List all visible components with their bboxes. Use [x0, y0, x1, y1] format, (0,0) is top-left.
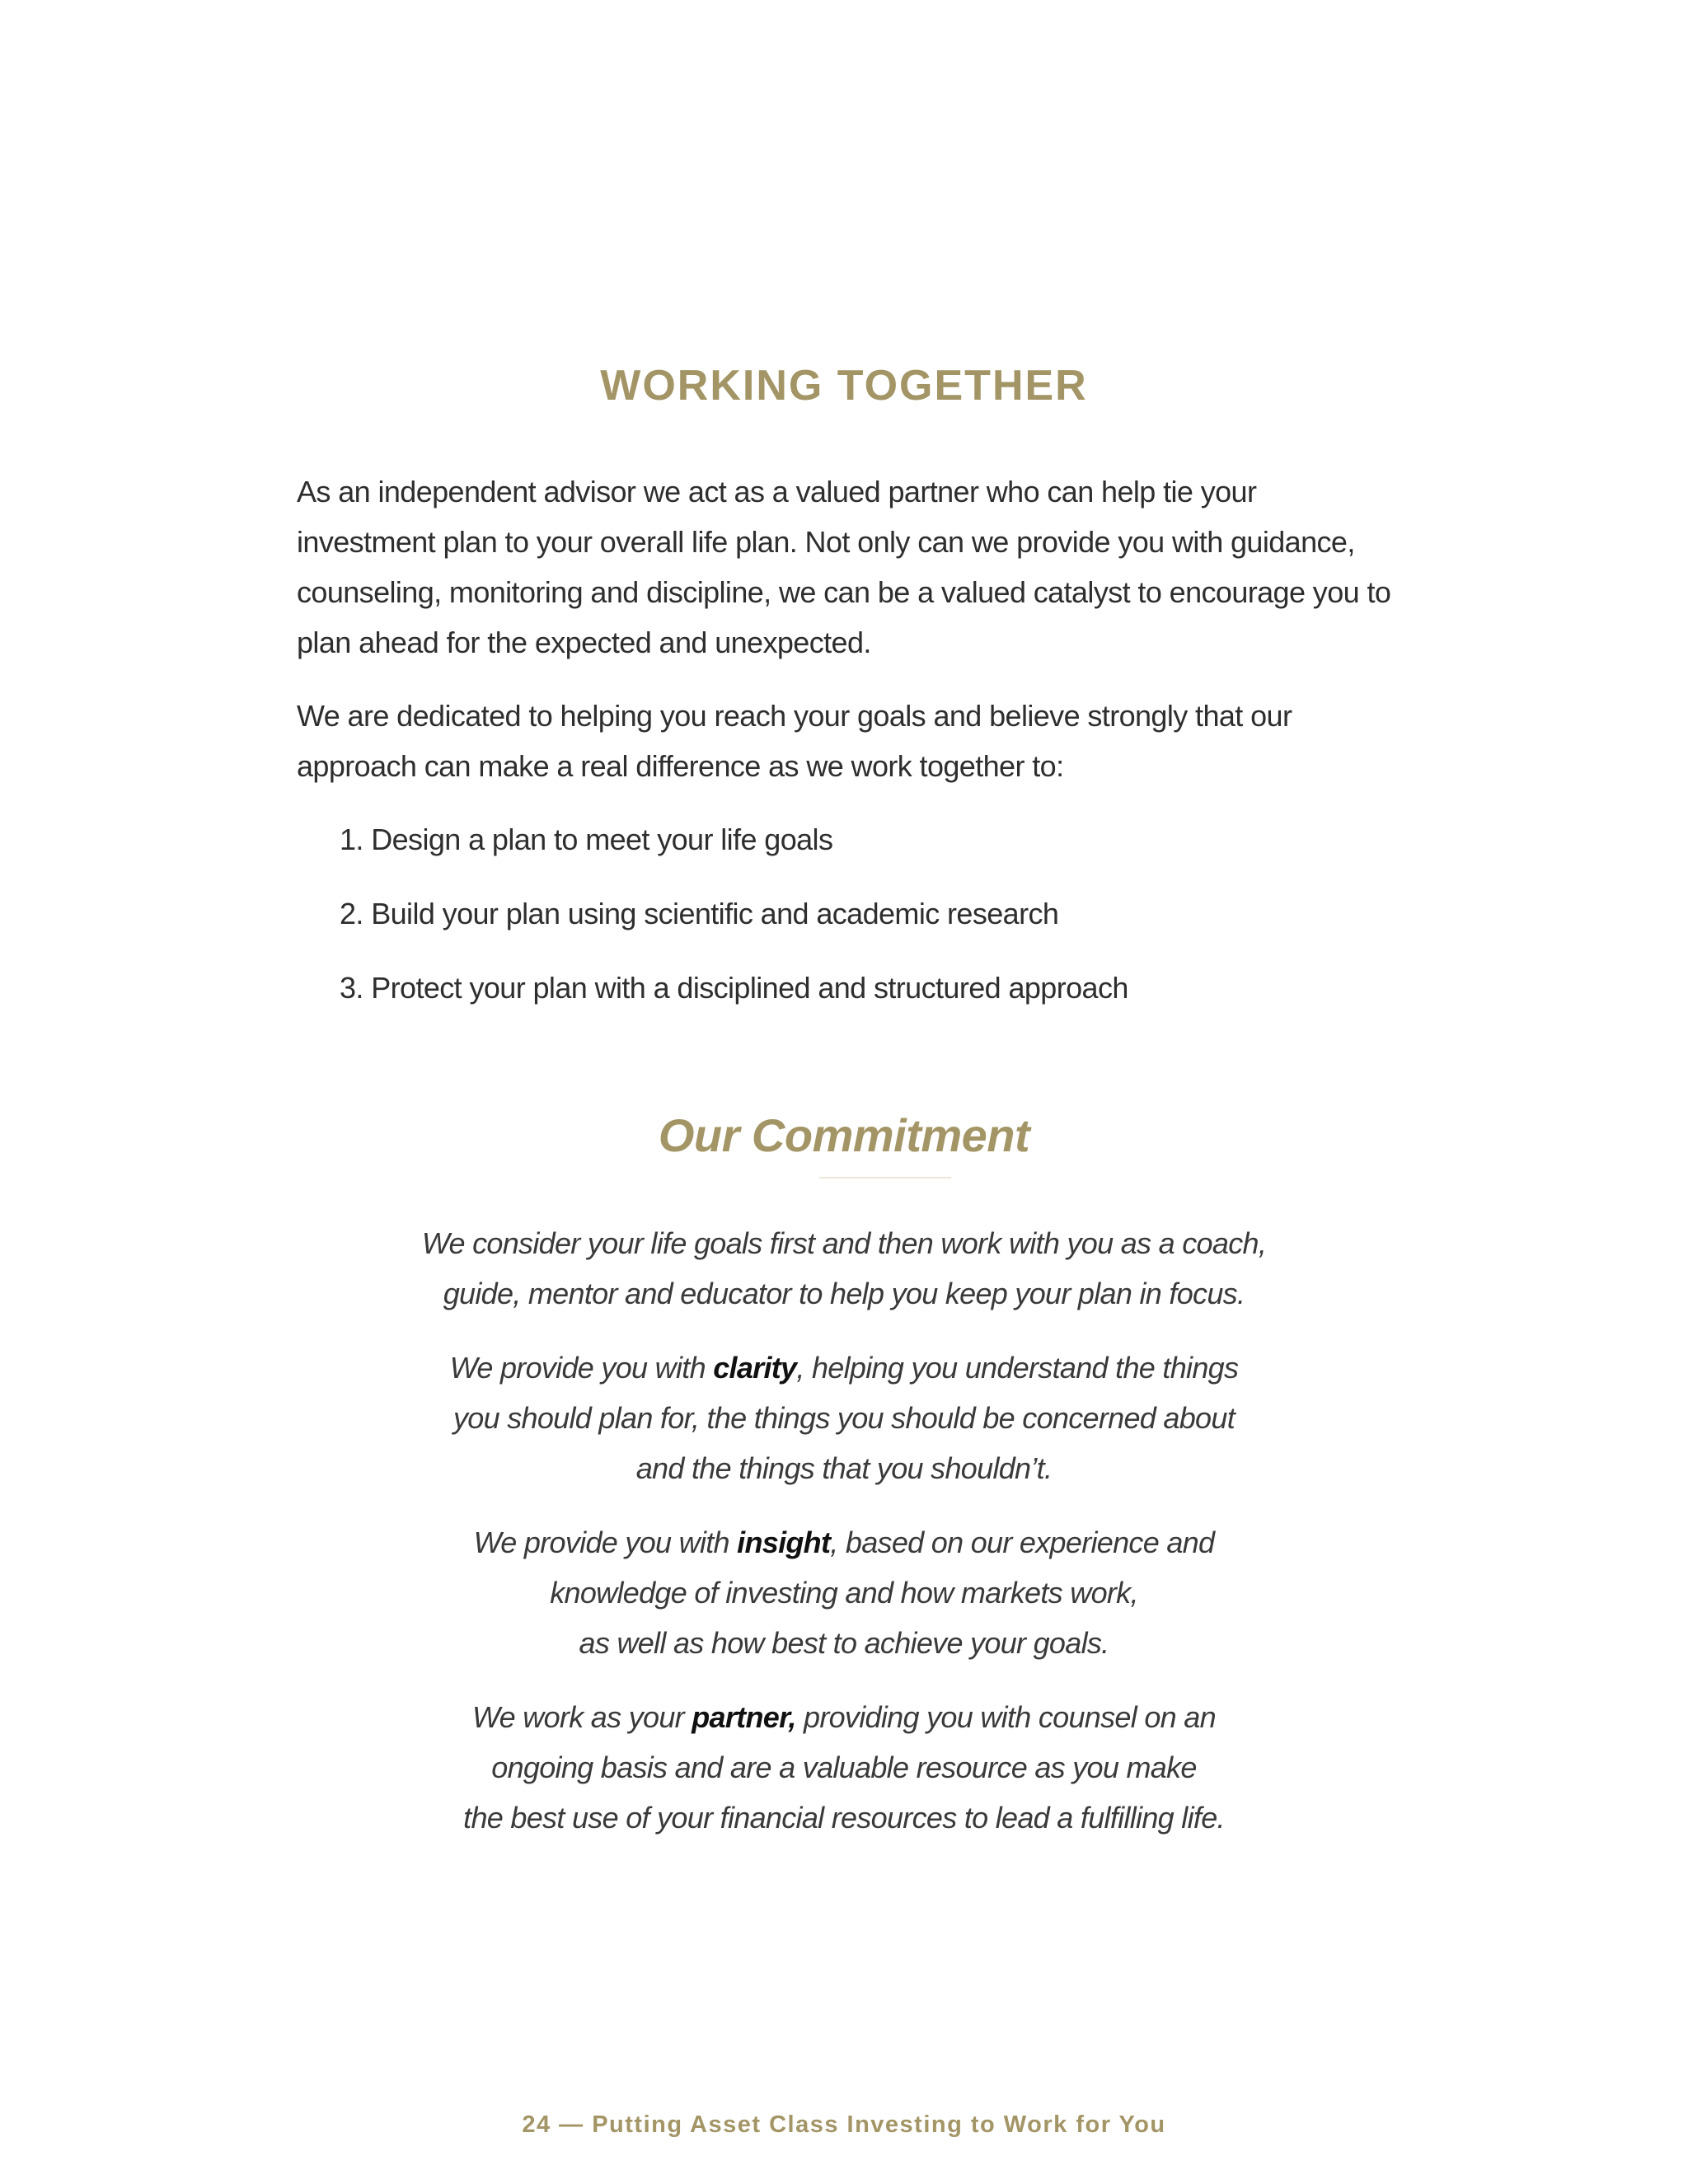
commitment-p3-post: , based on our experience and	[830, 1526, 1215, 1559]
commitment-p4-line-1	[349, 1692, 1339, 1742]
commitment-p2-line-1	[349, 1343, 1339, 1393]
commitment-p4-pre: We work as your	[472, 1700, 692, 1734]
intro-section	[297, 466, 1401, 1037]
page-footer: 24 — Putting Asset Class Investing to Work for You	[522, 2111, 1166, 2138]
commitment-p1-line-2: guide, mentor and educator to help you keep your plan in focus.	[443, 1277, 1245, 1310]
commitment-paragraph-goals	[349, 1218, 1339, 1319]
step-item-2: 2. Build your plan using scientific and academic research	[340, 897, 1059, 930]
page-title: WORKING TOGETHER	[600, 362, 1088, 410]
commitment-p4-post: providing you with counsel on an	[795, 1700, 1216, 1734]
commitment-p2-post: , helping you understand the things	[796, 1351, 1239, 1385]
commitment-p3-line-1	[349, 1517, 1339, 1568]
step-item-1: 1. Design a plan to meet your life goals	[340, 823, 833, 856]
intro-paragraph-2: We are dedicated to helping you reach your goals and believe strongly that our approach can make a real difference as we work together to:	[297, 699, 1292, 783]
commitment-divider	[819, 1177, 951, 1179]
commitment-section	[349, 1218, 1339, 1867]
steps-list	[297, 814, 1401, 1013]
commitment-paragraph-partner	[349, 1692, 1339, 1843]
insight-keyword: insight	[737, 1526, 831, 1559]
commitment-p2-line-2: you should plan for, the things you should be concerned about	[452, 1401, 1236, 1435]
clarity-keyword: clarity	[713, 1351, 797, 1385]
commitment-p3-pre: We provide you with	[473, 1526, 738, 1559]
commitment-p4-line-2: ongoing basis and are a valuable resource as you make	[491, 1750, 1197, 1784]
commitment-paragraph-insight	[349, 1517, 1339, 1668]
commitment-p4-line-3: the best use of your financial resources to lead a fulfilling life.	[463, 1801, 1225, 1835]
commitment-p1-line-1: We consider your life goals first and then work with you as a coach,	[421, 1226, 1267, 1260]
partner-keyword: partner,	[692, 1700, 796, 1734]
commitment-p2-pre: We provide you with	[449, 1351, 714, 1385]
step-item-3: 3. Protect your plan with a disciplined and structured approach	[340, 971, 1128, 1005]
commitment-paragraph-clarity	[349, 1343, 1339, 1493]
commitment-p2-line-3: and the things that you shouldn’t.	[635, 1451, 1053, 1485]
commitment-p3-line-2: knowledge of investing and how markets work,	[550, 1576, 1138, 1610]
commitment-p3-line-3: as well as how best to achieve your goals.	[579, 1626, 1109, 1660]
commitment-heading: Our Commitment	[658, 1109, 1030, 1161]
intro-paragraph-1: As an independent advisor we act as a valued partner who can help tie your investment plan to your overall life plan. Not only can we provide you with guidance, counseling, monitoring and discipline, we can be a valued catalyst to encourage you to plan ahead for the expected and unexpected.	[297, 475, 1391, 659]
